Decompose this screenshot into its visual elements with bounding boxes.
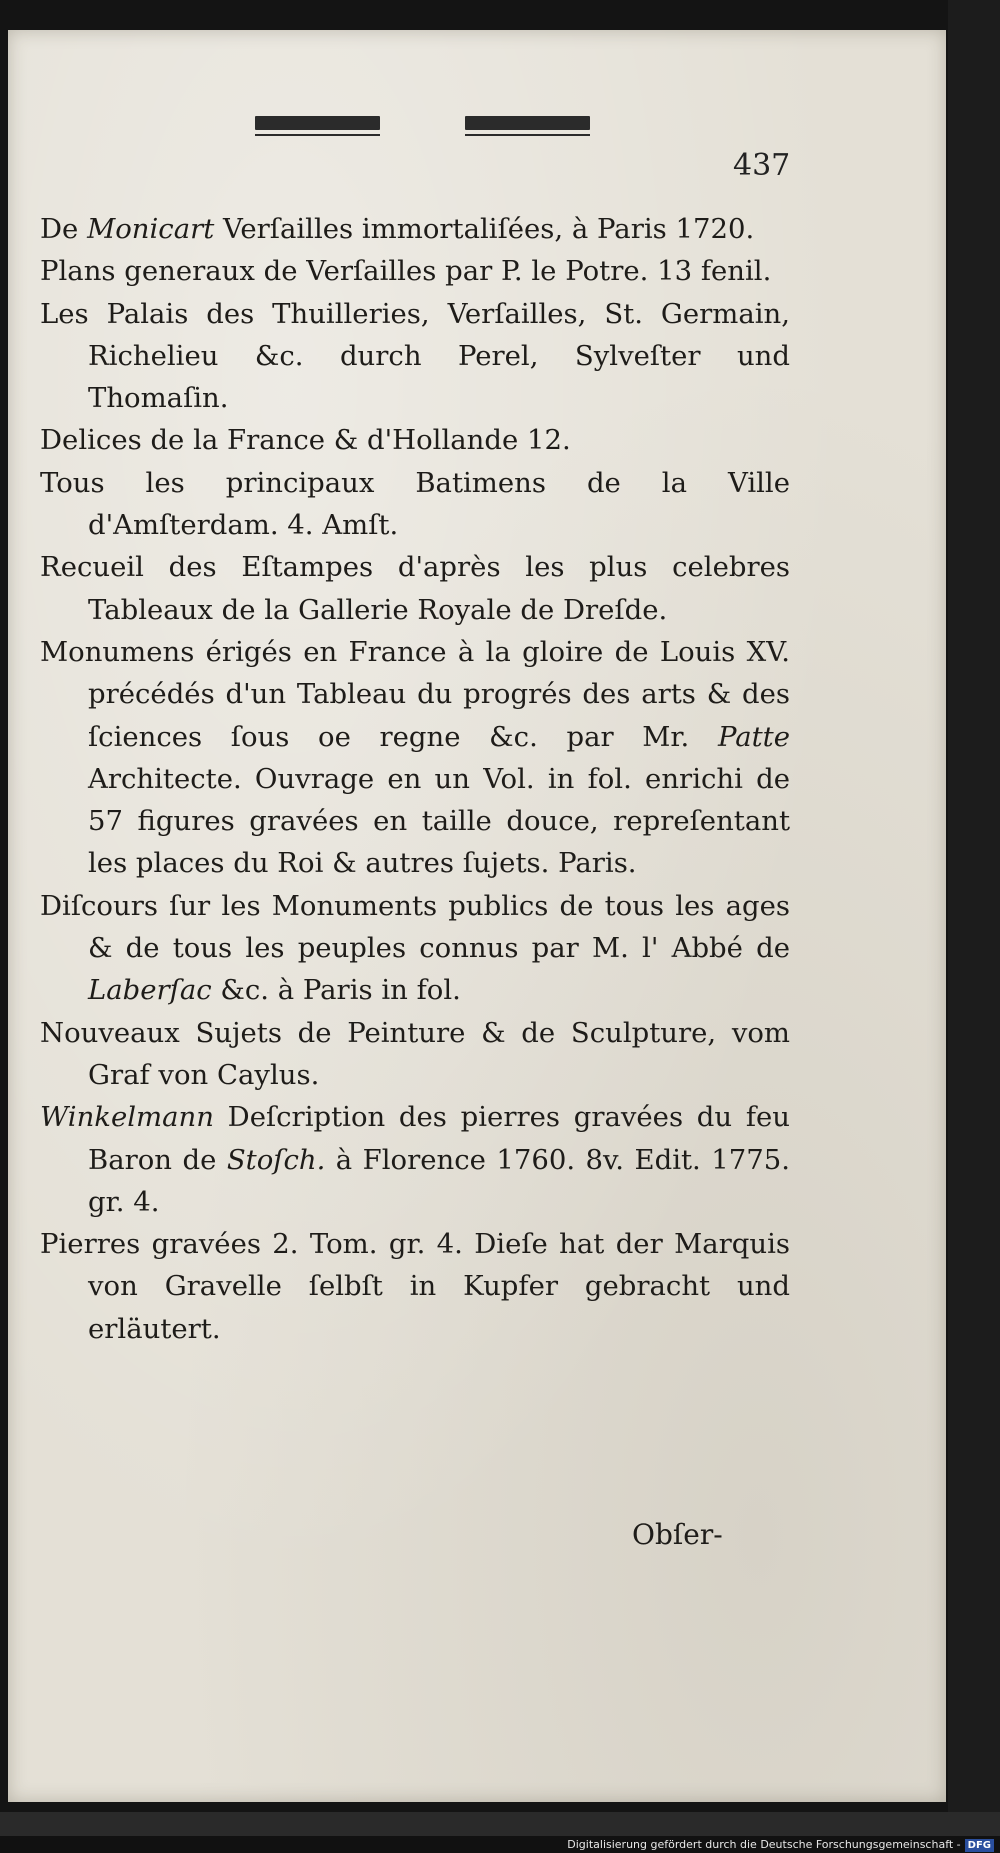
catchword: Obſer- [632, 1518, 723, 1551]
page-number: 437 [733, 148, 791, 183]
bibliography-entry: Recueil des Eſtampes d'après les plus celebres Tableaux de la Gallerie Royale de Dreſde. [40, 551, 790, 626]
bibliography-entry: Tous les principaux Batimens de la Ville d'Amſterdam. 4. Amſt. [40, 466, 790, 542]
bibliography-entry: Nouveaux Sujets de Peinture & de Sculpture, vom Graf von Caylus. [40, 1016, 790, 1091]
dfg-logo: DFG [965, 1839, 994, 1852]
bibliography-entry: De Monicart Verſailles immortaliſées, à Paris 1720. [40, 213, 755, 245]
header-ornament-left [255, 116, 380, 142]
scan-bottom-band [0, 1812, 1000, 1836]
digitization-credit-footer [0, 1836, 1000, 1853]
book-spine-edge [948, 0, 1000, 1853]
bibliography-list [40, 208, 790, 1350]
bibliography-entry: Plans generaux de Verſailles par P. le Potre. 13 fenil. [40, 255, 772, 288]
bibliography-entry: Monumens érigés en France à la gloire de Louis XV. précédés d'un Tableau du progrés des arts & des ſciences ſous oe regne &c. par Mr. Patte Architecte. Ouvrage en un Vol. in fol. enrichi de 57 figures gravées en taille douce, repreſentant les places du Roi & autres ſujets. Paris. [40, 635, 790, 880]
digitization-credit-text: Digitalisierung gefördert durch die Deutsche Forschungsgemeinschaft - [567, 1838, 961, 1851]
bibliography-entry: Delices de la France & d'Hollande 12. [40, 424, 571, 457]
bibliography-entry: Diſcours ſur les Monuments publics de tous les ages & de tous les peuples connus par M. l' Abbé de Laberſac &c. à Paris in fol. [40, 889, 790, 1007]
header-ornament-right [465, 116, 590, 142]
bibliography-entry: Pierres gravées 2. Tom. gr. 4. Dieſe hat der Marquis von Gravelle ſelbſt in Kupfer gebracht und erläutert. [40, 1228, 790, 1345]
bibliography-entry: Les Palais des Thuilleries, Verſailles, St. Germain, Richelieu &c. durch Perel, Sylveſter und Thomaſin. [40, 297, 790, 415]
bibliography-entry: Winkelmann Deſcription des pierres gravées du feu Baron de Stoſch. à Florence 1760. 8v. Edit. 1775. gr. 4. [40, 1101, 790, 1218]
